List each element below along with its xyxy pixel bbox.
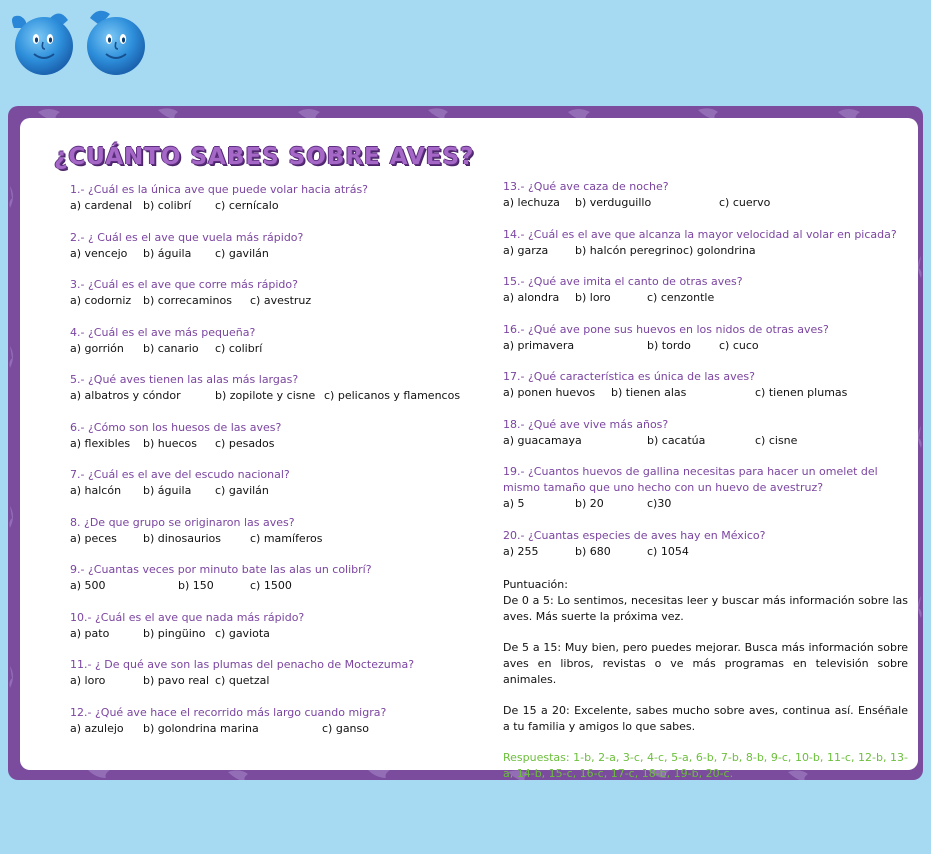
- question-options: [503, 195, 908, 211]
- quiz-paper: [20, 118, 918, 780]
- option-b: b) 150: [178, 579, 214, 592]
- option-a: a) azulejo: [70, 721, 124, 735]
- question-item: [70, 610, 470, 658]
- question-item: [70, 182, 470, 230]
- question-text: 18.- ¿Qué ave vive más años?: [503, 417, 669, 431]
- option-a: a) codorniz: [70, 294, 132, 307]
- question-item: [503, 322, 908, 370]
- option-c: c) pesados: [215, 436, 275, 450]
- option-a: a) pato: [70, 626, 110, 640]
- questions-column-left: [70, 182, 470, 752]
- question-item: [503, 528, 908, 576]
- option-a: a) garza: [503, 243, 549, 257]
- question-text: 15.- ¿Qué ave imita el canto de otras aves?: [503, 275, 743, 288]
- option-a: a) primavera: [503, 338, 575, 352]
- question-options: [70, 293, 470, 309]
- option-a: a) flexibles: [70, 436, 131, 450]
- question-item: [503, 274, 908, 322]
- option-c: c) pelicanos y flamencos: [324, 389, 461, 402]
- question-item: [70, 372, 470, 420]
- option-c: c)30: [647, 497, 672, 510]
- option-b: b) 680: [575, 544, 611, 558]
- question-text: 9.- ¿Cuantas veces por minuto bate las alas un colibrí?: [70, 563, 372, 576]
- question-item: [70, 230, 470, 278]
- option-b: b) águila: [143, 246, 192, 260]
- question-options: [70, 198, 470, 214]
- questions-column-right: [503, 179, 908, 780]
- option-c: c) ganso: [322, 721, 369, 735]
- option-a: a) cardenal: [70, 199, 133, 212]
- question-item: [70, 277, 470, 325]
- question-text: 11.- ¿ De qué ave son las plumas del penacho de Moctezuma?: [70, 658, 415, 671]
- option-c: c) quetzal: [215, 674, 270, 687]
- question-options: [70, 626, 470, 642]
- option-b: b) canario: [143, 341, 199, 355]
- option-b: b) halcón peregrino: [575, 243, 683, 257]
- question-options: [70, 673, 470, 689]
- option-c: c) gavilán: [215, 484, 269, 497]
- scoring-title: Puntuación:: [503, 578, 568, 591]
- option-b: b) golondrina marina: [143, 721, 259, 735]
- option-b: b) pingüino: [143, 626, 206, 640]
- option-b: b) verduguillo: [575, 196, 652, 209]
- question-text: 2.- ¿ Cuál es el ave que vuela más rápido?: [70, 230, 304, 244]
- scoring-level-low: De 0 a 5: Lo sentimos, necesitas leer y buscar más información sobre las aves. Más suerte la próxima vez.: [503, 594, 908, 623]
- question-item: [70, 515, 470, 563]
- option-b: b) colibrí: [143, 199, 192, 212]
- question-text: 5.- ¿Qué aves tienen las alas más largas?: [70, 373, 299, 386]
- question-options: [503, 290, 908, 306]
- question-item: [70, 562, 470, 610]
- question-options: [70, 578, 470, 594]
- question-options: [70, 483, 470, 499]
- question-text: 3.- ¿Cuál es el ave que corre más rápido?: [70, 278, 298, 291]
- option-c: c) cuervo: [719, 196, 771, 209]
- option-b: b) 20: [575, 497, 604, 510]
- question-text: 10.- ¿Cuál es el ave que nada más rápido?: [70, 610, 305, 624]
- question-item: [503, 179, 908, 227]
- option-c: c) cisne: [755, 433, 798, 447]
- question-options: [503, 433, 908, 449]
- option-b: b) dinosaurios: [143, 531, 221, 545]
- question-text: 6.- ¿Cómo son los huesos de las aves?: [70, 420, 282, 434]
- question-text: 19.- ¿Cuantos huevos de gallina necesitas para hacer un omelet del mismo tamaño que uno hecho con un huevo de avestruz?: [503, 465, 878, 494]
- option-b: b) huecos: [143, 436, 197, 450]
- option-a: a) gorrión: [70, 341, 124, 355]
- question-item: [503, 227, 908, 275]
- option-a: a) 255: [503, 544, 539, 558]
- question-item: [70, 467, 470, 515]
- scoring-level-high: De 15 a 20: Excelente, sabes mucho sobre aves, continua así. Enséñale a tu familia y amigos lo que sabes.: [503, 704, 908, 733]
- question-options: [70, 341, 470, 357]
- option-a: a) halcón: [70, 484, 122, 497]
- option-a: a) 5: [503, 497, 525, 510]
- answer-key: Respuestas: 1-b, 2-a, 3-c, 4-c, 5-a, 6-b, 7-b, 8-b, 9-c, 10-b, 11-c, 12-b, 13-a, 14-b, 15-c, 16-c, 17-c, 18-b, 19-b, 20-c.: [503, 751, 908, 780]
- question-text: 8. ¿De que grupo se originaron las aves?: [70, 515, 295, 529]
- option-a: a) peces: [70, 531, 117, 545]
- question-text: 1.- ¿Cuál es la única ave que puede volar hacia atrás?: [70, 183, 369, 196]
- question-item: [503, 369, 908, 417]
- question-options: [503, 496, 908, 512]
- question-text: 20.- ¿Cuantas especies de aves hay en México?: [503, 528, 766, 542]
- option-a: a) vencejo: [70, 246, 128, 260]
- option-b: b) correcaminos: [143, 294, 232, 307]
- option-b: b) tordo: [647, 338, 691, 352]
- question-text: 7.- ¿Cuál es el ave del escudo nacional?: [70, 468, 290, 481]
- question-options: [70, 388, 470, 404]
- question-item: [70, 325, 470, 373]
- question-options: [503, 338, 908, 354]
- option-a: a) guacamaya: [503, 433, 582, 447]
- option-b: b) tienen alas: [611, 386, 687, 399]
- option-a: a) ponen huevos: [503, 386, 596, 399]
- option-c: c) tienen plumas: [755, 386, 848, 399]
- question-text: 17.- ¿Qué característica es única de las aves?: [503, 370, 755, 383]
- option-c: c) cuco: [719, 338, 759, 352]
- question-text: 4.- ¿Cuál es el ave más pequeña?: [70, 325, 256, 339]
- option-c: c) mamíferos: [250, 531, 323, 545]
- option-c: c) 1054: [647, 544, 689, 558]
- option-c: c) cernícalo: [215, 199, 279, 212]
- page-title: ¿CUÁNTO SABES SOBRE AVES?: [54, 144, 475, 170]
- option-a: a) 500: [70, 579, 106, 592]
- question-options: [70, 246, 470, 262]
- option-c: c) gavilán: [215, 246, 269, 260]
- kids-faces-logo-icon: [6, 6, 146, 76]
- question-item: [70, 657, 470, 705]
- question-options: [70, 436, 470, 452]
- option-a: a) alondra: [503, 291, 560, 304]
- option-b: b) zopilote y cisne: [215, 389, 316, 402]
- question-item: [503, 464, 908, 528]
- option-b: b) cacatúa: [647, 433, 706, 447]
- question-options: [503, 385, 908, 401]
- question-item: [70, 420, 470, 468]
- option-c: c) golondrina: [683, 243, 756, 257]
- option-b: b) águila: [143, 484, 192, 497]
- question-text: 13.- ¿Qué ave caza de noche?: [503, 180, 669, 193]
- question-text: 14.- ¿Cuál es el ave que alcanza la mayor velocidad al volar en picada?: [503, 227, 897, 241]
- option-c: c) cenzontle: [647, 291, 715, 304]
- question-text: 12.- ¿Qué ave hace el recorrido más largo cuando migra?: [70, 705, 387, 719]
- scoring-level-mid: De 5 a 15: Muy bien, pero puedes mejorar. Busca más información sobre aves en libros, revistas o ve más programas en televisión sobre animales.: [503, 641, 908, 686]
- option-a: a) loro: [70, 674, 106, 687]
- option-c: c) colibrí: [215, 341, 263, 355]
- option-c: c) gaviota: [215, 626, 270, 640]
- option-b: b) loro: [575, 291, 611, 304]
- question-options: [70, 721, 470, 737]
- option-c: c) avestruz: [250, 294, 312, 307]
- option-c: c) 1500: [250, 579, 292, 592]
- option-a: a) albatros y cóndor: [70, 389, 181, 402]
- question-item: [503, 417, 908, 465]
- question-options: [503, 243, 908, 259]
- option-a: a) lechuza: [503, 196, 560, 209]
- question-text: 16.- ¿Qué ave pone sus huevos en los nidos de otras aves?: [503, 322, 829, 336]
- quiz-frame: [8, 106, 923, 780]
- question-item: [70, 705, 470, 753]
- question-options: [503, 544, 908, 560]
- option-b: b) pavo real: [143, 674, 210, 687]
- question-options: [70, 531, 470, 547]
